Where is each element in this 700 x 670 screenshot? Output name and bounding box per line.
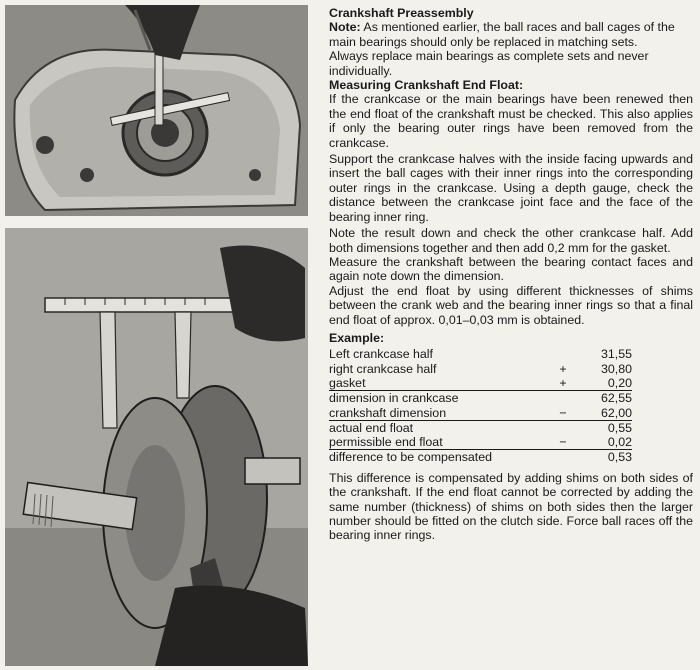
photo-caliper-crankshaft [5,228,308,666]
note-paragraph [329,20,693,49]
row-label: difference to be compensated [329,450,493,465]
row-operator: − [549,435,577,450]
section-heading: Measuring Crankshaft End Float: [329,78,524,93]
row-label: right crankcase half [329,361,437,376]
crankshaft-illustration [5,228,308,666]
row-value: 0,55 [607,420,632,435]
note-text: As mentioned earlier, the ball races and ball cages of the main bearings should only be replaced in matching sets. [329,20,675,49]
row-label: crankshaft dimension [329,406,549,421]
table-row [329,362,632,376]
paragraph-compensation: This difference is compensated by adding shims on both sides of the crankshaft. If the end float cannot be corrected by adding the same number (thickness) of shims on both sides then the larger number should be fitted on the clutch side. Force ball races off the bearing inner rings. [329,470,693,543]
note-label: Note: [329,20,361,35]
paragraph-note-result: Note the result down and check the other crankcase half. Add both dimensions together and then add 0,2 mm for the gasket. [329,226,693,255]
row-operator [549,347,577,361]
table-row [329,347,632,361]
crankcase-illustration [5,5,308,216]
table-row [329,450,632,465]
row-value: 0,02 [577,435,632,450]
row-label: Left crankcase half [329,347,434,362]
row-operator: + [549,376,577,391]
row-label: dimension in crankcase [329,391,459,406]
row-label: gasket [329,376,549,391]
row-operator: − [549,406,577,421]
paragraph-support-crankcase: Support the crankcase halves with the inside facing upwards and insert the ball cages with their inner rings into the corresponding outer rings in the crankcase. Using a depth gauge, check the distance between the crankcase joint face and the face of the bearing inner ring. [329,152,693,224]
row-operator [549,420,577,435]
table-row [329,435,632,450]
row-value: 0,20 [577,376,632,391]
row-value: 62,00 [577,406,632,421]
table-row [329,406,632,421]
row-operator [549,391,577,406]
row-value: 62,55 [600,391,632,406]
text-column [329,6,693,543]
example-table [329,347,632,464]
row-operator [549,450,577,465]
table-row [329,391,632,406]
note-paragraph-2: Always replace main bearings as complete sets and never individually. [329,49,649,78]
table-row [329,420,632,435]
row-value: 30,80 [600,361,632,376]
row-label: permissible end float [329,435,549,450]
row-value: 31,55 [600,347,632,362]
paragraph-renewal: If the crankcase or the main bearings have been renewed then the end float of the crankshaft must be checked. This also applies if only the bearing outer rings have been removed from the crankcase. [329,92,693,150]
page-title: Crankshaft Preassembly [329,6,474,20]
example-heading: Example: [329,330,385,345]
row-value: 0,53 [607,450,632,465]
table-row [329,376,632,391]
row-label: actual end float [329,420,414,435]
photo-depth-gauge-crankcase [5,5,308,216]
row-operator: + [559,361,567,376]
paragraph-measure: Measure the crankshaft between the bearing contact faces and again note down the dimension. [329,254,693,284]
paragraph-adjust: Adjust the end float by using different thicknesses of shims between the crank web and the bearing inner rings so that a final end float of approx. 0,01–0,03 mm is obtained. [329,283,693,327]
